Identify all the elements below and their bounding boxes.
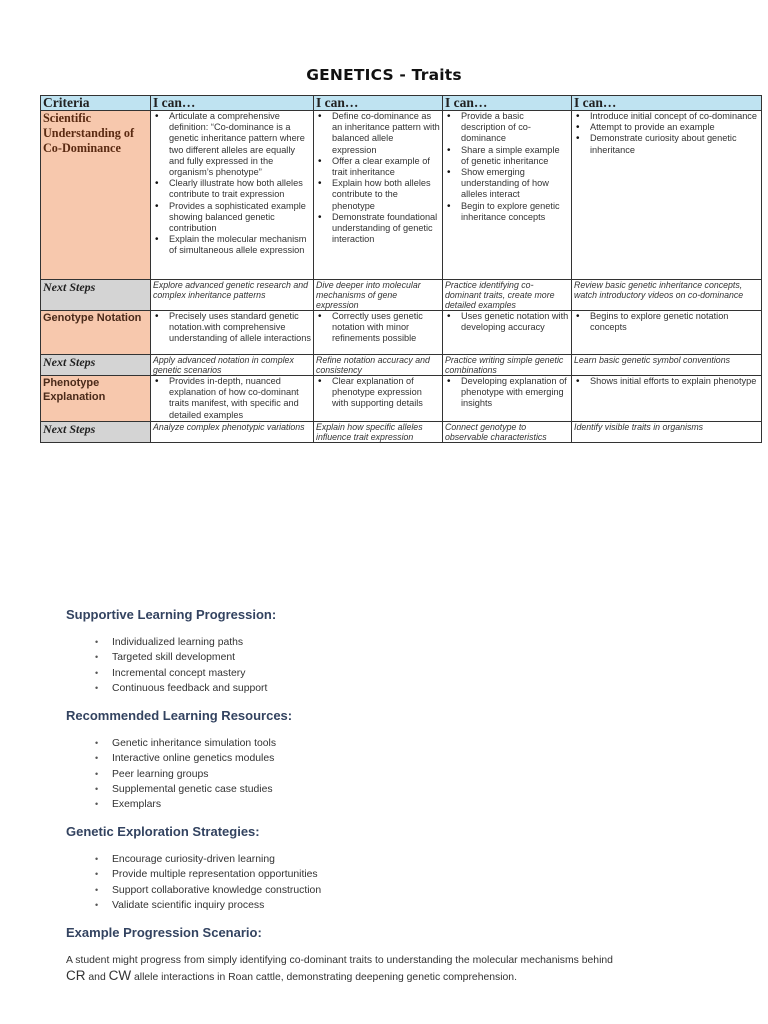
- allele-cw: CW: [108, 968, 132, 983]
- table-header-row: [41, 96, 762, 111]
- list-item: • Provide multiple representation opportunities: [112, 867, 706, 882]
- header-level-4: I can…: [572, 96, 762, 111]
- scenario-text-1: A student might progress from simply identifying co-dominant traits to understanding the molecular mechanisms behind: [66, 955, 613, 966]
- next-step-cell: Identify visible traits in organisms: [572, 421, 762, 442]
- next-step-cell: Analyze complex phenotypic variations: [151, 421, 314, 442]
- next-step-cell: Refine notation accuracy and consistency: [314, 355, 443, 376]
- list-item: • Validate scientific inquiry process: [112, 898, 706, 913]
- list-item: • Define co-dominance as an inheritance pattern with balanced allele expression: [332, 111, 440, 156]
- list-item: • Precisely uses standard genetic notation.with comprehensive understanding of allele interactions: [169, 311, 311, 345]
- next-steps-row: [41, 421, 762, 442]
- next-steps-label: Next Steps: [41, 355, 151, 376]
- list-item: • Incremental concept mastery: [112, 666, 706, 681]
- list-item: • Interactive online genetics modules: [112, 751, 706, 766]
- table-row: [41, 376, 762, 422]
- bullet-list: [66, 736, 706, 812]
- list-item: • Introduce initial concept of co-dominance: [590, 111, 759, 122]
- list-item: • Supplemental genetic case studies: [112, 782, 706, 797]
- list-item: • Clear explanation of phenotype expression with supporting details: [332, 376, 440, 410]
- next-step-cell: Dive deeper into molecular mechanisms of gene expression: [314, 280, 443, 311]
- list-item: • Begins to explore genetic notation concepts: [590, 311, 759, 333]
- list-item: • Attempt to provide an example: [590, 122, 759, 133]
- section-learning-resources: [66, 708, 706, 812]
- criterion-label: Genotype Notation: [41, 311, 151, 355]
- list-item: • Exemplars: [112, 797, 706, 812]
- list-item: • Uses genetic notation with developing accuracy: [461, 311, 569, 333]
- level-cell: [572, 111, 762, 280]
- list-item: • Provides a sophisticated example showing balanced genetic contribution: [169, 201, 311, 235]
- list-item: • Continuous feedback and support: [112, 681, 706, 696]
- list-item: • Explain the molecular mechanism of simultaneous allele expression: [169, 234, 311, 256]
- list-item: • Provide a basic description of co-dominance: [461, 111, 569, 145]
- level-cell: [443, 111, 572, 280]
- section-supportive-learning: [66, 607, 706, 696]
- list-item: • Developing explanation of phenotype with emerging insights: [461, 376, 569, 410]
- list-item: • Explain how both alleles contribute to the phenotype: [332, 178, 440, 212]
- list-item: • Clearly illustrate how both alleles contribute to trait expression: [169, 178, 311, 200]
- level-cell: [443, 376, 572, 422]
- header-level-3: I can…: [443, 96, 572, 111]
- next-steps-row: [41, 280, 762, 311]
- scenario-paragraph: [66, 953, 626, 985]
- criterion-label: Scientific Understanding of Co-Dominance: [41, 111, 151, 280]
- level-cell: [151, 311, 314, 355]
- next-step-cell: Review basic genetic inheritance concepts, watch introductory videos on co-dominance: [572, 280, 762, 311]
- list-item: • Support collaborative knowledge construction: [112, 883, 706, 898]
- bullet-list: [66, 635, 706, 696]
- list-item: • Articulate a comprehensive definition: “Co-dominance is a genetic inheritance pattern where two different alleles are equally and fully expressed in the organism’s phenotype”: [169, 111, 311, 178]
- bullet-list: [66, 852, 706, 913]
- level-cell: [151, 111, 314, 280]
- table-row: [41, 111, 762, 280]
- list-item: • Peer learning groups: [112, 767, 706, 782]
- level-cell: [572, 376, 762, 422]
- rubric-table: [40, 95, 762, 443]
- header-criteria: Criteria: [41, 96, 151, 111]
- next-step-cell: Apply advanced notation in complex genetic scenarios: [151, 355, 314, 376]
- section-heading: Recommended Learning Resources:: [66, 708, 293, 723]
- list-item: • Genetic inheritance simulation tools: [112, 736, 706, 751]
- section-heading: Supportive Learning Progression:: [66, 607, 277, 622]
- list-item: • Correctly uses genetic notation with minor refinements possible: [332, 311, 440, 345]
- list-item: • Demonstrate curiosity about genetic inheritance: [590, 133, 759, 155]
- header-level-2: I can…: [314, 96, 443, 111]
- section-heading: Example Progression Scenario:: [66, 925, 262, 940]
- list-item: • Demonstrate foundational understanding of genetic interaction: [332, 212, 440, 246]
- next-step-cell: Explore advanced genetic research and complex inheritance patterns: [151, 280, 314, 311]
- level-cell: [572, 311, 762, 355]
- list-item: • Offer a clear example of trait inheritance: [332, 156, 440, 178]
- level-cell: [314, 111, 443, 280]
- header-level-1: I can…: [151, 96, 314, 111]
- list-item: • Share a simple example of genetic inheritance: [461, 145, 569, 167]
- level-cell: [314, 311, 443, 355]
- level-cell: [443, 311, 572, 355]
- scenario-text-2: allele interactions in Roan cattle, demonstrating deepening genetic comprehension.: [131, 972, 517, 983]
- list-item: • Individualized learning paths: [112, 635, 706, 650]
- list-item: • Targeted skill development: [112, 650, 706, 665]
- page-title: GENETICS - Traits: [306, 66, 462, 84]
- next-steps-label: Next Steps: [41, 280, 151, 311]
- list-item: • Shows initial efforts to explain phenotype: [590, 376, 759, 387]
- criterion-label: Phenotype Explanation: [41, 376, 151, 422]
- list-item: • Begin to explore genetic inheritance concepts: [461, 201, 569, 223]
- section-heading: Genetic Exploration Strategies:: [66, 824, 260, 839]
- next-steps-label: Next Steps: [41, 421, 151, 442]
- scenario-and: and: [85, 972, 109, 983]
- next-step-cell: Practice writing simple genetic combinations: [443, 355, 572, 376]
- next-step-cell: Explain how specific alleles influence trait expression: [314, 421, 443, 442]
- next-step-cell: Practice identifying co-dominant traits, create more detailed examples: [443, 280, 572, 311]
- list-item: • Encourage curiosity-driven learning: [112, 852, 706, 867]
- next-steps-row: [41, 355, 762, 376]
- list-item: • Show emerging understanding of how alleles interact: [461, 167, 569, 201]
- section-example-scenario: [66, 925, 706, 941]
- section-exploration-strategies: [66, 824, 706, 913]
- allele-cr: CR: [66, 968, 86, 983]
- list-item: • Provides in-depth, nuanced explanation of how co-dominant traits manifest, with specific and detailed examples: [169, 376, 311, 421]
- level-cell: [151, 376, 314, 422]
- table-row: [41, 311, 762, 355]
- level-cell: [314, 376, 443, 422]
- next-step-cell: Learn basic genetic symbol conventions: [572, 355, 762, 376]
- next-step-cell: Connect genotype to observable characteristics: [443, 421, 572, 442]
